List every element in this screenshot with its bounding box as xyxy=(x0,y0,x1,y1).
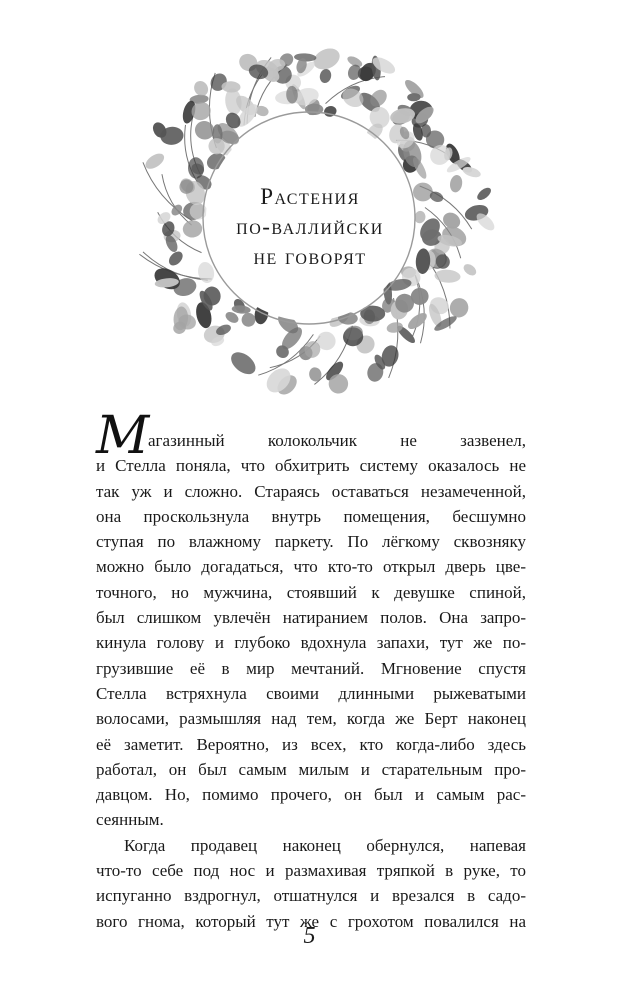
text-line: волосами, размышляя над тем, когда же Берт наконец xyxy=(96,709,526,729)
wreath-leaf xyxy=(449,174,464,193)
wreath-leaf xyxy=(191,78,210,98)
wreath-leaf xyxy=(461,262,478,278)
drop-cap: М xyxy=(96,406,150,466)
text-line: Стелла встряхнула своими длинными рыжеватыми xyxy=(96,683,526,703)
text-line: сеянным. xyxy=(96,810,164,830)
wreath-leaf xyxy=(318,68,332,84)
chapter-title-line-1: Растения xyxy=(260,184,360,209)
wreath-leaf xyxy=(227,348,259,379)
text-line: её заметит. Вероятно, из всех, кто когда-либо здесь xyxy=(96,734,526,754)
wreath-leaf xyxy=(475,185,493,202)
text-line: Когда продавец наконец обернулся, напевая xyxy=(124,835,526,855)
body-text xyxy=(96,428,526,934)
text-line: агазинный колокольчик не зазвенел, xyxy=(148,431,526,450)
wreath-leaf xyxy=(448,296,471,320)
wreath-leaf xyxy=(143,151,167,172)
wreath-leaf xyxy=(405,310,429,332)
text-line: и Стелла поняла, что обхитрить систему оказалось не xyxy=(96,456,526,476)
wreath-leaf xyxy=(323,105,338,119)
text-line: она проскользнула внутрь помещения, бесшумно xyxy=(96,506,526,526)
text-line: работал, он был самым милым и старательным про- xyxy=(96,759,526,779)
text-line: давцом. Но, помимо прочего, он был и самым рас- xyxy=(96,785,526,805)
text-line: был слишком увлечён натиранием полов. Она запро- xyxy=(96,608,526,628)
page-number: 5 xyxy=(303,923,316,949)
text-line: кинула голову и глубоко вдохнула запахи, тут же по- xyxy=(96,633,526,653)
wreath-leaf xyxy=(166,249,185,268)
text-line: точного, но мужчина, стоявший к девушке спиной, xyxy=(96,582,526,602)
chapter-title xyxy=(200,182,420,272)
text-line: что-то себе под нос и размахивая тряпкой в руке, то xyxy=(96,861,526,881)
text-line: так уж и сложно. Стараясь оставаться незамеченной, xyxy=(96,481,526,501)
wreath-leaf xyxy=(434,269,461,284)
text-line: грузившие её в мир мечтаний. Мгновение спустя xyxy=(96,658,526,678)
text-line: ступая по влажному паркету. По лёгкому сквозняку xyxy=(96,532,526,552)
chapter-title-line-2: по-валлийски xyxy=(236,214,384,239)
text-line: можно было догадаться, что кто-то открыл дверь цве- xyxy=(96,557,526,577)
text-line: испуганно вздрогнул, отшатнулся и врезался в садо- xyxy=(96,886,526,906)
chapter-title-line-3: не говорят xyxy=(253,244,367,269)
text-line: вого гнома, который тут же с грохотом повалился на xyxy=(96,911,526,931)
